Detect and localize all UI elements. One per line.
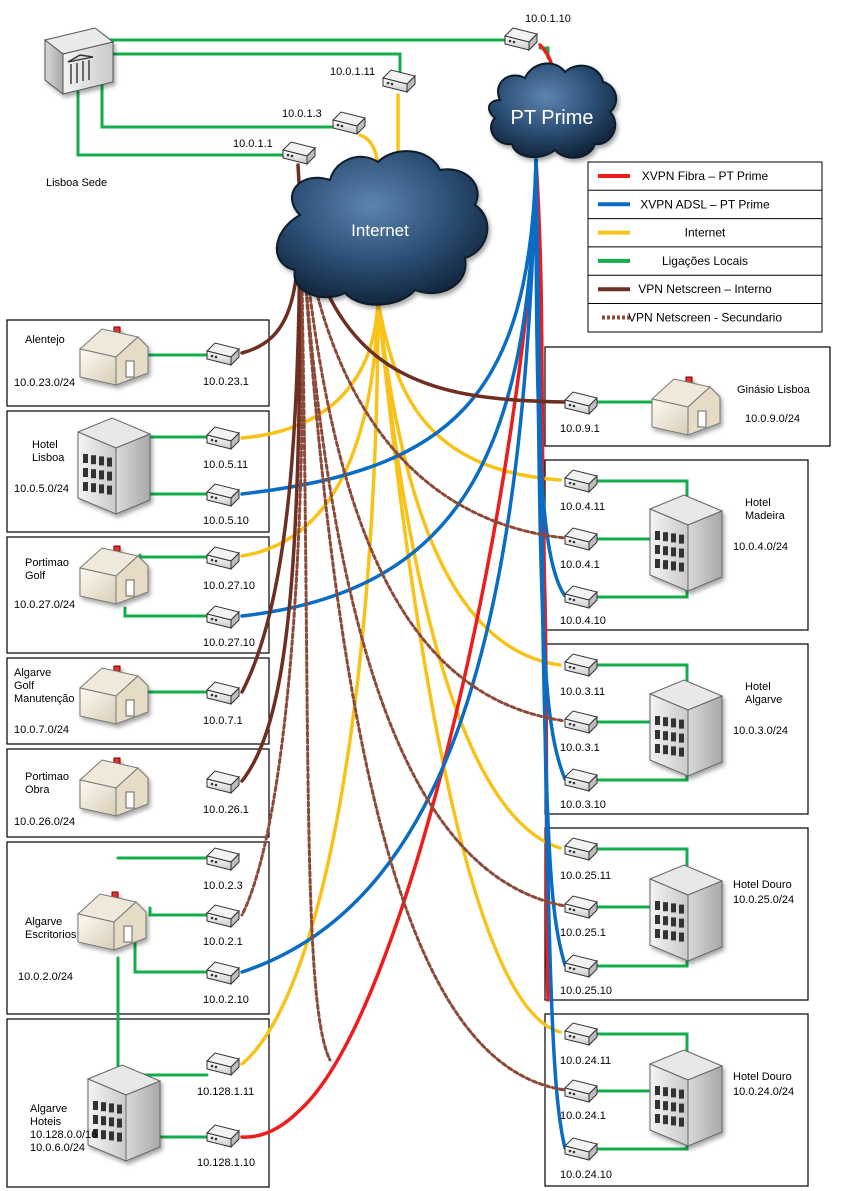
pt-prime-cloud-label: PT Prime	[510, 107, 594, 129]
links-vpn-secundario	[242, 200, 565, 1090]
router-ip: 10.0.9.1	[560, 423, 600, 435]
site-network: 10.0.3.0/24	[733, 725, 789, 737]
router-icon[interactable]	[207, 343, 239, 365]
router-ip: 10.0.3.1	[560, 742, 600, 754]
hq-router-ip: 10.0.1.3	[282, 108, 322, 120]
house-icon	[652, 377, 720, 435]
house-icon	[80, 758, 148, 816]
router-ip: 10.0.3.11	[560, 686, 606, 698]
router-icon[interactable]	[207, 547, 239, 569]
router-ip: 10.0.3.10	[560, 799, 606, 811]
site-name: Algarve Golf Manutenção	[14, 667, 75, 705]
site-network: 10.0.27.0/24	[14, 599, 76, 611]
site-network: 10.0.7.0/24	[14, 724, 70, 736]
router-icon[interactable]	[207, 484, 239, 506]
site-name: Algarve Escritorios	[25, 916, 77, 941]
site-name: Hotel Douro	[733, 879, 792, 891]
router-ip: 10.128.1.11	[197, 1086, 255, 1098]
router-icon[interactable]	[207, 1125, 239, 1147]
house-icon	[80, 546, 148, 604]
site-network: 10.0.2.0/24	[18, 971, 74, 983]
site-left	[14, 666, 243, 736]
router-icon[interactable]	[207, 1053, 239, 1075]
router-icon[interactable]	[207, 427, 239, 449]
router-icon[interactable]	[565, 1023, 597, 1045]
router-ip: 10.0.2.3	[203, 880, 243, 892]
legend-label: XVPN Fibra – PT Prime	[641, 169, 769, 183]
router-ip: 10.0.24.11	[560, 1055, 612, 1067]
site-right	[560, 1023, 794, 1181]
router-ip: 10.0.23.1	[203, 376, 249, 388]
router-icon[interactable]	[565, 1138, 597, 1160]
router-ip: 10.0.4.10	[560, 615, 606, 627]
router-icon[interactable]	[207, 848, 239, 870]
building-icon	[88, 1065, 160, 1161]
router-icon[interactable]	[565, 1080, 597, 1102]
router-icon[interactable]	[207, 962, 239, 984]
router-icon[interactable]	[207, 682, 239, 704]
router-ip: 10.128.1.10	[197, 1157, 256, 1169]
hq-label: Lisboa Sede	[46, 177, 108, 189]
hq-router-icon[interactable]	[383, 70, 415, 92]
router-icon[interactable]	[565, 528, 597, 550]
router-icon[interactable]	[207, 905, 239, 927]
site-name: Alentejo	[25, 334, 65, 346]
site-network: 10.0.26.0/24	[14, 816, 76, 828]
links-local-hq	[78, 40, 548, 155]
router-ip: 10.0.24.1	[560, 1110, 606, 1122]
hq-router-icon[interactable]	[283, 142, 315, 164]
router-icon[interactable]	[565, 955, 597, 977]
legend-label: XVPN ADSL – PT Prime	[640, 197, 770, 212]
router-ip: 10.0.27.10	[203, 637, 255, 649]
legend-label: VPN Netscreen - Secundario	[627, 310, 783, 325]
router-ip: 10.0.25.1	[560, 927, 606, 939]
router-ip: 10.0.25.11	[560, 870, 612, 882]
router-ip: 10.0.2.1	[203, 936, 243, 948]
router-icon[interactable]	[207, 606, 239, 628]
router-ip: 10.0.27.10	[203, 580, 255, 592]
hq-router-icon[interactable]	[505, 28, 537, 50]
site-name: Hotel Lisboa	[32, 439, 65, 464]
site-left	[30, 1053, 255, 1169]
router-ip: 10.0.4.1	[560, 559, 600, 571]
site-left	[18, 848, 249, 1006]
router-icon[interactable]	[565, 654, 597, 676]
legend-label: Ligações Locais	[661, 253, 749, 268]
site-left	[14, 418, 249, 527]
internet-cloud-label: Internet	[351, 221, 409, 240]
site-name: Hotel Douro	[733, 1071, 792, 1083]
hq-building-icon	[45, 28, 113, 94]
router-icon[interactable]	[565, 896, 597, 918]
building-icon	[78, 418, 150, 514]
router-icon[interactable]	[207, 771, 239, 793]
site-network: 10.0.4.0/24	[733, 541, 789, 553]
router-ip: 10.0.7.1	[203, 715, 243, 727]
router-ip: 10.0.2.10	[203, 994, 249, 1006]
site-name: Hotel Madeira	[745, 497, 785, 522]
site-name: Portimao Obra	[25, 771, 70, 796]
router-icon[interactable]	[565, 470, 597, 492]
site-right	[560, 377, 811, 435]
site-network: 10.0.5.0/24	[14, 483, 70, 495]
site-left	[14, 327, 249, 389]
legend-label: Internet	[684, 225, 726, 240]
router-ip: 10.0.24.10	[560, 1169, 612, 1181]
hq-router-icon[interactable]	[333, 112, 365, 134]
building-icon	[650, 495, 722, 591]
building-icon	[650, 680, 722, 776]
house-icon	[80, 327, 148, 385]
site-name: Algarve Hoteis 10.128.0.0/16 10.0.6.0/24	[30, 1103, 98, 1154]
router-icon[interactable]	[565, 769, 597, 791]
router-icon[interactable]	[565, 838, 597, 860]
hq-router-ip: 10.0.1.1	[233, 138, 273, 150]
site-left	[14, 546, 255, 649]
site-name: Hotel Algarve	[745, 681, 783, 706]
site-network: 10.0.23.0/24	[14, 377, 76, 389]
router-icon[interactable]	[565, 586, 597, 608]
router-icon[interactable]	[565, 392, 597, 414]
router-ip: 10.0.5.11	[203, 459, 249, 471]
hq-router-ip: 10.0.1.10	[525, 13, 571, 25]
router-ip: 10.0.26.1	[203, 804, 249, 816]
site-right	[560, 470, 788, 627]
legend-label: VPN Netscreen – Interno	[638, 282, 772, 297]
router-ip: 10.0.5.10	[203, 515, 249, 527]
site-name: Ginásio Lisboa	[737, 384, 810, 396]
site-network: 10.0.9.0/24	[745, 413, 801, 425]
building-icon	[650, 1050, 722, 1146]
router-icon[interactable]	[565, 711, 597, 733]
site-network: 10.0.25.0/24	[733, 894, 795, 906]
site-left	[14, 758, 249, 828]
building-icon	[650, 865, 722, 961]
site-network: 10.0.24.0/24	[733, 1086, 795, 1098]
house-icon	[80, 666, 148, 724]
legend	[588, 162, 822, 332]
site-right	[560, 838, 794, 997]
site-name: Portimao Golf	[25, 557, 70, 582]
hq-router-ip: 10.0.1.11	[330, 66, 376, 78]
site-right	[560, 654, 788, 811]
house-icon	[78, 892, 146, 950]
router-ip: 10.0.25.10	[560, 985, 612, 997]
router-ip: 10.0.4.11	[560, 501, 606, 513]
